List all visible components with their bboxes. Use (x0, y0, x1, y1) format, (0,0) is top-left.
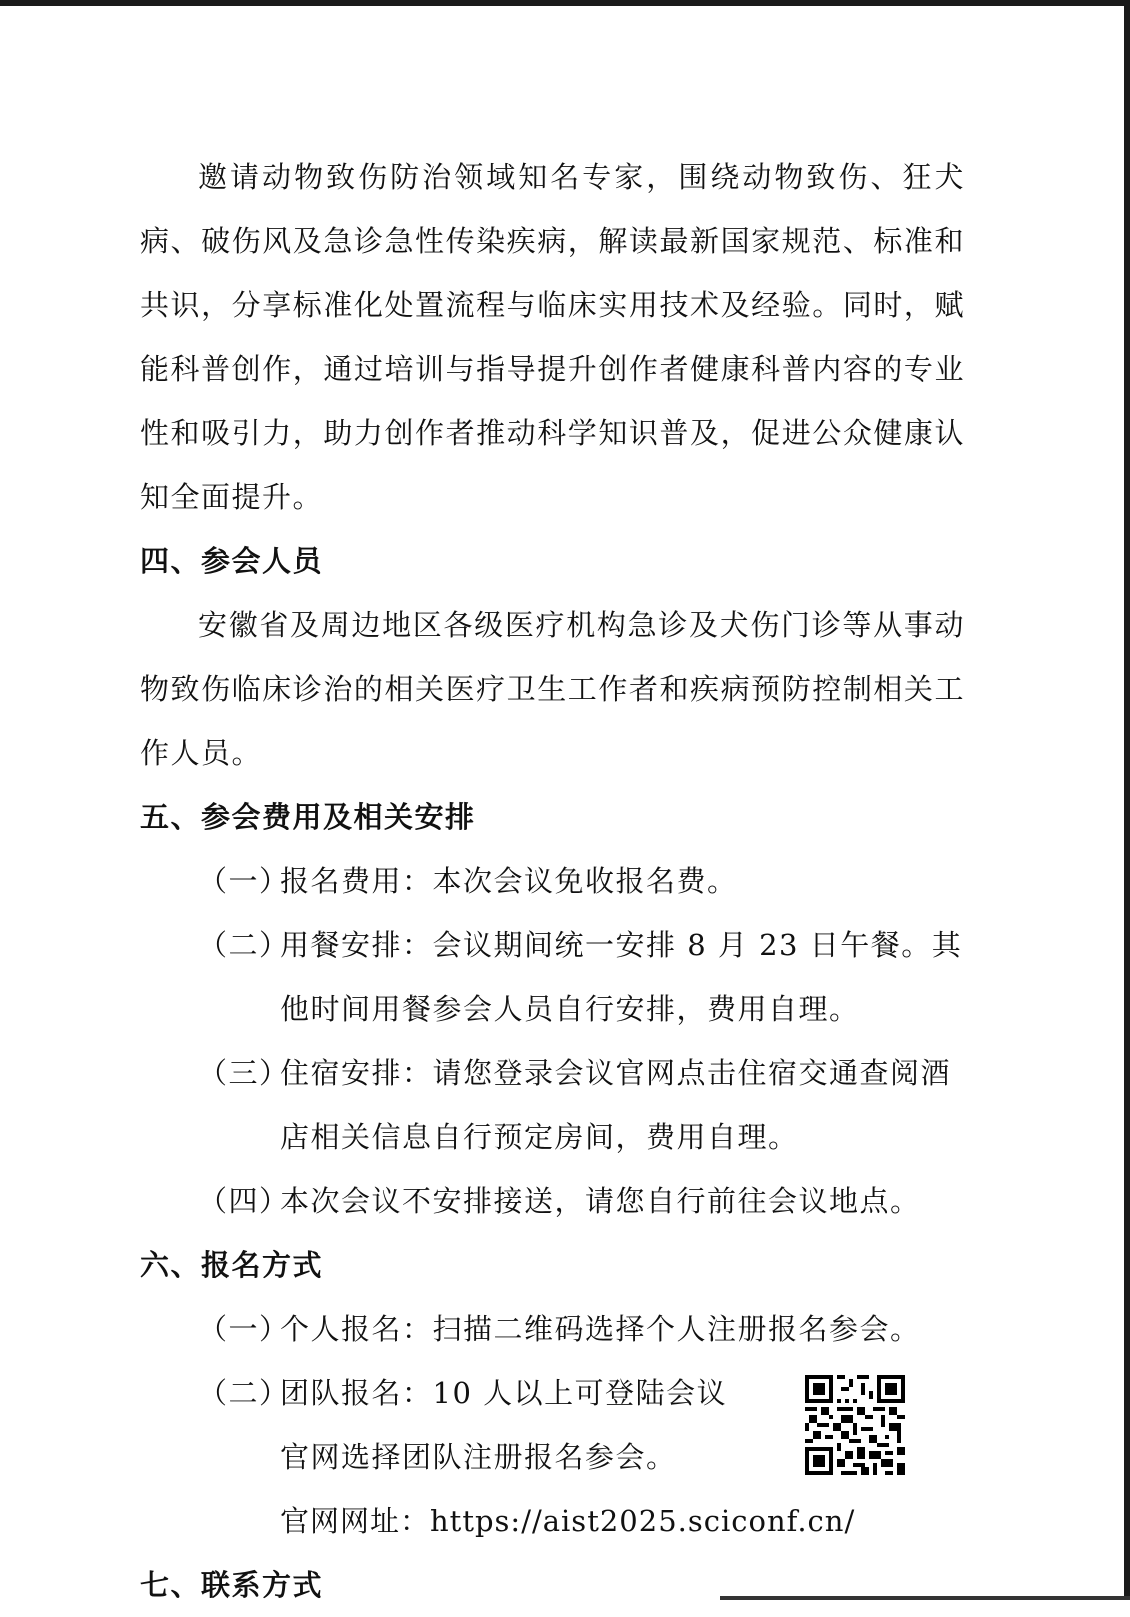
section-5-item-2 (140, 913, 965, 1041)
document-page (140, 145, 965, 1617)
section-5-item-4 (140, 1169, 965, 1233)
section-7-heading: 七、联系方式 (140, 1568, 324, 1602)
item-number: （三） (198, 1056, 290, 1090)
item-text: 报名费用：本次会议免收报名费。 (280, 864, 738, 898)
section-6-item-1 (140, 1297, 965, 1361)
item-number: （四） (198, 1184, 290, 1218)
item-text: 本次会议不安排接送，请您自行前往会议地点。 (280, 1184, 921, 1218)
section-4-body: 安徽省及周边地区各级医疗机构急诊及犬伤门诊等从事动物致伤临床诊治的相关医疗卫生工作者和疾病预防控制相关工作人员。 (140, 608, 965, 770)
scan-edge-right (1124, 0, 1130, 1600)
scan-edge-top (0, 0, 1130, 6)
item-text: 住宿安排：请您登录会议官网点击住宿交通查阅酒店相关信息自行预定房间，费用自理。 (280, 1056, 952, 1154)
intro-paragraph: 邀请动物致伤防治领域知名专家，围绕动物致伤、狂犬病、破伤风及急诊急性传染疾病，解读最新国家规范、标准和共识，分享标准化处置流程与临床实用技术及经验。同时，赋能科普创作，通过培训与指导提升创作者健康科普内容的专业性和吸引力，助力创作者推动科学知识普及，促进公众健康认知全面提升。 (140, 160, 965, 514)
item-text: 个人报名：扫描二维码选择个人注册报名参会。 (280, 1312, 921, 1346)
section-5-item-1 (140, 849, 965, 913)
registration-qr-code[interactable] (805, 1375, 905, 1475)
item-number: （二） (198, 928, 290, 962)
item-number: （二） (198, 1376, 290, 1410)
section-5-heading: 五、参会费用及相关安排 (140, 800, 476, 834)
section-5-item-3 (140, 1041, 965, 1169)
item-number: （一） (198, 864, 290, 898)
team-registration-row (140, 1361, 965, 1489)
section-6-heading: 六、报名方式 (140, 1248, 324, 1282)
item-number: （一） (198, 1312, 290, 1346)
item-text: 团队报名：10 人以上可登陆会议官网选择团队注册报名参会。 (280, 1376, 728, 1474)
section-4-heading: 四、参会人员 (140, 544, 324, 578)
item-text: 用餐安排：会议期间统一安排 8 月 23 日午餐。其他时间用餐参会人员自行安排，费用自理。 (280, 928, 963, 1026)
website-url[interactable]: 官网网址：https://aist2025.sciconf.cn/ (280, 1504, 856, 1538)
